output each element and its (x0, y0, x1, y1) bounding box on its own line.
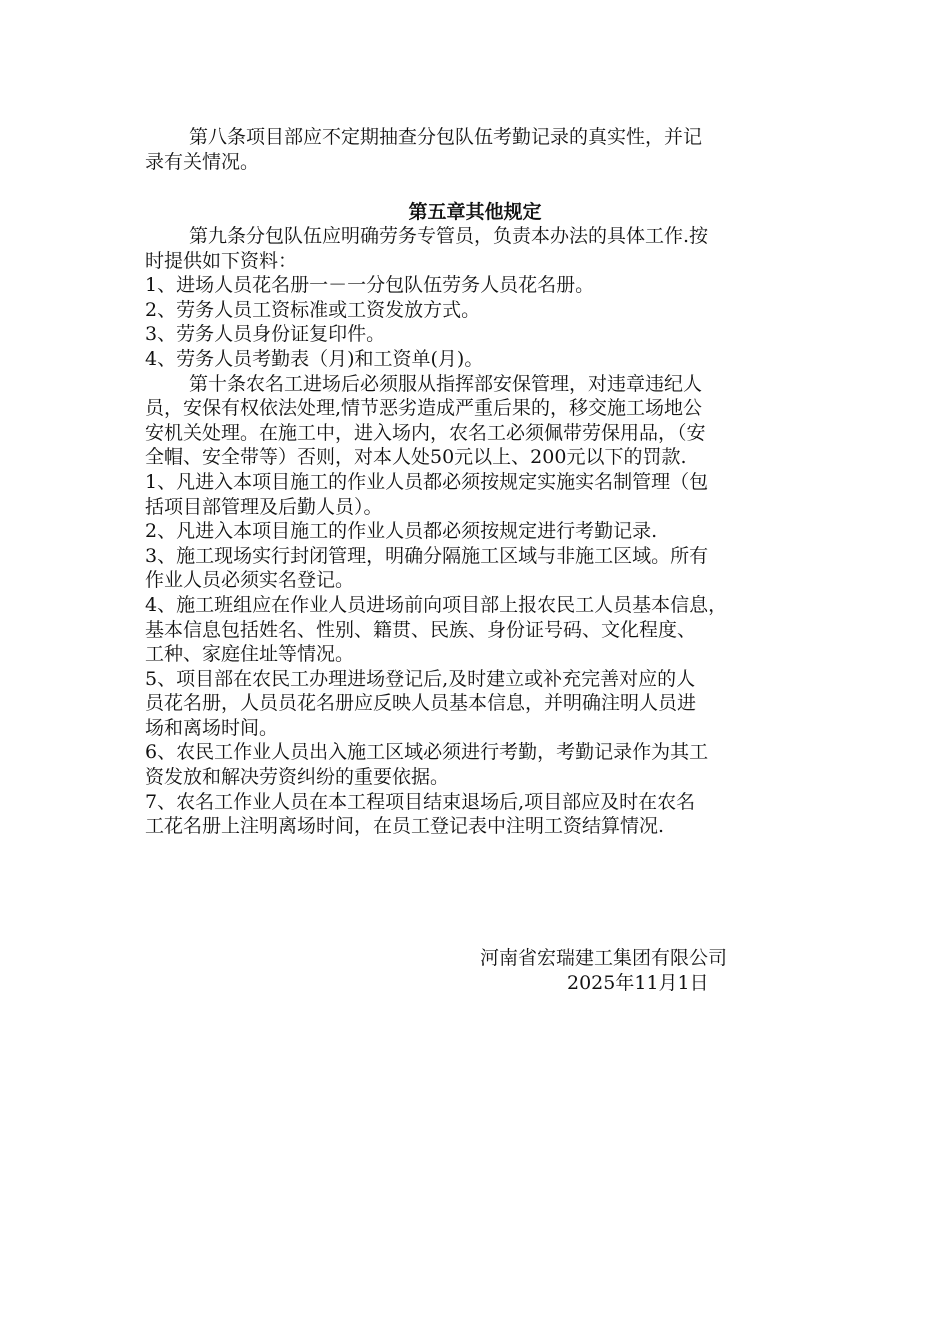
list-item: 1、进场人员花名册一－一分包队伍劳务人员花名册。 (145, 274, 595, 297)
list-item: 5、项目部在农民工办理进场登记后,及时建立或补充完善对应的人 (145, 667, 696, 690)
text-line: 作业人员必须实名登记。 (145, 569, 355, 592)
text-line: 第九条分包队伍应明确劳务专管员，负责本办法的具体工作.按 (189, 225, 709, 247)
list-item: 6、农民工作业人员出入施工区域必须进行考勤，考勤记录作为其工 (145, 741, 709, 764)
article-8-paragraph (145, 125, 810, 174)
text-line: 录有关情况。 (145, 150, 260, 173)
chapter-5-body (145, 224, 810, 839)
text-line: 全帽、安全带等）否则，对本人处50元以上、200元以下的罚款. (145, 446, 687, 469)
list-item: 4、劳务人员考勤表（月)和工资单(月)。 (145, 347, 484, 370)
text-line: 员花名册，人员员花名册应反映人员基本信息，并明确注明人员进 (145, 692, 697, 715)
list-item: 1、凡进入本项目施工的作业人员都必须按规定实施实名制管理（包 (145, 470, 709, 493)
chapter-title: 第五章其他规定 (408, 201, 542, 223)
company-signature: 河南省宏瑞建工集团有限公司 (480, 947, 728, 969)
signature-date: 2025年11月1日 (567, 972, 709, 994)
text-line: 工种、家庭住址等情况。 (145, 643, 355, 666)
text-line: 工花名册上注明离场时间，在员工登记表中注明工资结算情况. (145, 815, 665, 838)
text-line: 时提供如下资料： (145, 249, 298, 272)
text-line: 括项目部管理及后勤人员）。 (145, 495, 383, 518)
list-item: 2、凡进入本项目施工的作业人员都必须按规定进行考勤记录. (145, 520, 658, 543)
text-line: 安机关处理。在施工中，进入场内，农名工必须佩带劳保用品，（安 (145, 421, 706, 444)
text-line: 资发放和解决劳资纠纷的重要依据。 (145, 766, 450, 789)
list-item: 2、劳务人员工资标准或工资发放方式。 (145, 298, 481, 321)
text-line: 员，安保有权依法处理,情节恶劣造成严重后果的，移交施工场地公 (145, 397, 703, 420)
list-item: 3、施工现场实行封闭管理，明确分隔施工区域与非施工区域。所有 (145, 544, 709, 567)
text-line: 场和离场时间。 (145, 716, 279, 739)
list-item: 7、农名工作业人员在本工程项目结束退场后,项目部应及时在农名 (145, 790, 696, 813)
text-line: 基本信息包括姓名、性别、籍贯、民族、身份证号码、文化程度、 (145, 618, 697, 641)
text-line: 第十条农名工进场后必须服从指挥部安保管理，对违章违纪人 (189, 372, 703, 395)
list-item: 4、施工班组应在作业人员进场前向项目部上报农民工人员基本信息， (145, 593, 728, 616)
list-item: 3、劳务人员身份证复印件。 (145, 323, 386, 346)
text-line: 第八条项目部应不定期抽查分包队伍考勤记录的真实性，并记 (189, 126, 703, 148)
